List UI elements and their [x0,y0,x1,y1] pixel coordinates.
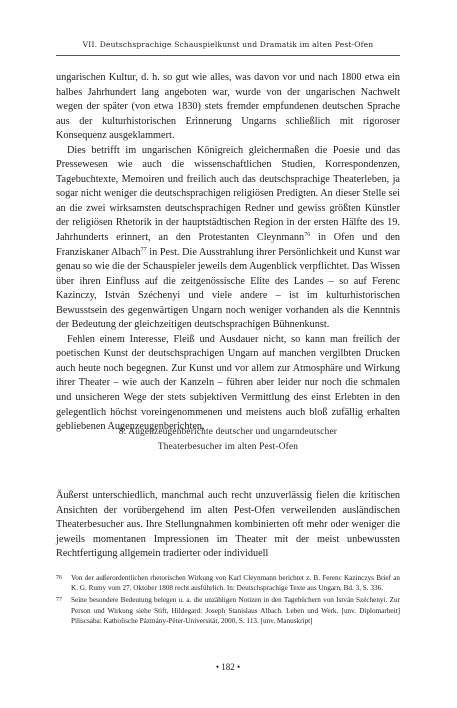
header-rule [56,55,400,56]
section-heading-line-1: 8. Augenzeugenberichte deutscher und ungarndeutscher [118,427,338,437]
paragraph-2-part-b: in Ofen und den Franziskaner Albach [56,232,400,258]
section-heading [56,425,400,454]
running-header: VII. Deutschsprachige Schauspielkunst und Dramatik im alten Pest-Ofen [82,40,374,49]
section-paragraph: Äußerst unterschiedlich, manchmal auch recht unzuverlässig fielen die kritischen Ansichten der vorübergehend im alten Pest-Ofen verweilenden ausländischen Theaterbesucher aus. Ihre Stellungnahmen kombinierten oft mehr oder weniger die jeweils momentanen Impressionen im Theater mit der meist unbewussten Rechtfertigung allgemein tradierter oder individuell [56,490,400,560]
footnotes [56,573,400,628]
paragraph-2 [56,144,400,333]
footnote-text: Von der außerordentlichen rhetorischen Wirkung von Karl Cleynmann berichtet z. B. Ferenc Kazinczys Brief an K. G. Rumy vom 27. Oktober 1808 recht ausführlich. In: Deutschsprachige Texte aus Ungarn, Bd. 3, S. 336. [71,574,400,593]
paragraph-3: Fehlen einem Interesse, Fleiß und Ausdauer nicht, so kann man freilich der poetischen Kunst der deutschsprachigen Ungarn auf manchen vergilbten Drucken auch heute noch begegnen. Zur Kunst und vor allem zur Atmosphäre und Wirkung ihrer Theater – wie auch der Kanzeln – führen aber leider nur noch die schmalen und unsicheren Wege der stets subjektiven Vermittlung des einst Erlebten in den gelegentlich höchst voreingenommenen und meistens auch bloß zufällig erhalten gebliebenen Augenzeugenberichten. [56,333,400,433]
footnote-number: 76 [56,575,62,581]
footnote-number: 77 [56,597,62,604]
paragraph-2-part-a: Dies betrifft im ungarischen Königreich gleichermaßen die Poesie und das Pressewesen wie auch die wissenschaftlichen Studien, Korrespondenzen, Tagebuchtexte, Memoiren und freilich auch das deutschsprachige Theaterleben, ja sogar nicht weniger die deutschsprachigen religiösen Predigten. An dieser Stelle sei an die zwei wirksamsten deutschsprachigen Redner und gewiss größten Künstler der religiösen Rhetorik in der hauptstädtischen Region in der ersten Hälfte des 19. Jahrhunderts erinnert, an den Protestanten Cleynmann [56,144,400,244]
footnote-ref-77[interactable]: 77 [140,246,147,253]
section-text [56,489,400,562]
page-number: • 182 • [215,662,241,672]
footnote-ref-76[interactable]: 76 [304,232,311,239]
paragraph-1: ungarischen Kultur, d. h. so gut wie alles, was davon vor und nach 1800 etwa ein halbes Jahrhundert lang angeboten war, wurde von der ungarischen Nachwelt wegen der später (von etwa 1830) stets fremder empfundenen deutschen Sprache aus der kulturhistorischen Erinnerung Ungarns schließlich mit rigoroser Konsequenz ausgeklammert. [56,72,400,142]
footnote-76 [56,573,400,593]
footnote-text: Seine besondere Bedeutung belegen u. a. die unzähligen Notizen in den Tagebüchern von István Széchenyi. Zur Person und Wirkung siehe Stift, Hildegard: Joseph Stanislaus Albach. Leben und Werk. [unv. Diplomarbeit] Piliscsaba: Katholische Pázmány-Péter-Universität, 2000, S. 113. [unv. Manuskript] [71,596,400,625]
section-heading-line-2: Theaterbesucher im alten Pest-Ofen [157,441,299,452]
main-text [56,71,400,435]
paragraph-2-part-c: in Pest. Die Ausstrahlung ihrer Persönlichkeit und Kunst war genau so wie die der Schauspieler jeweils dem Augenblick verpflichtet. Das Wissen über ihren Einfluss auf die zeitgenössische Elite des Landes – so auf Ferenc Kazinczy, István Széchenyi und viele andere – ist im kulturhistorischen Bewusstsein des gegenwärtigen Ungarn noch weniger vorhanden als die Kenntnis der Bedeutung der gleichzeitigen deutschsprachigen Bühnenkunst. [56,246,400,331]
footnote-77 [56,595,400,626]
